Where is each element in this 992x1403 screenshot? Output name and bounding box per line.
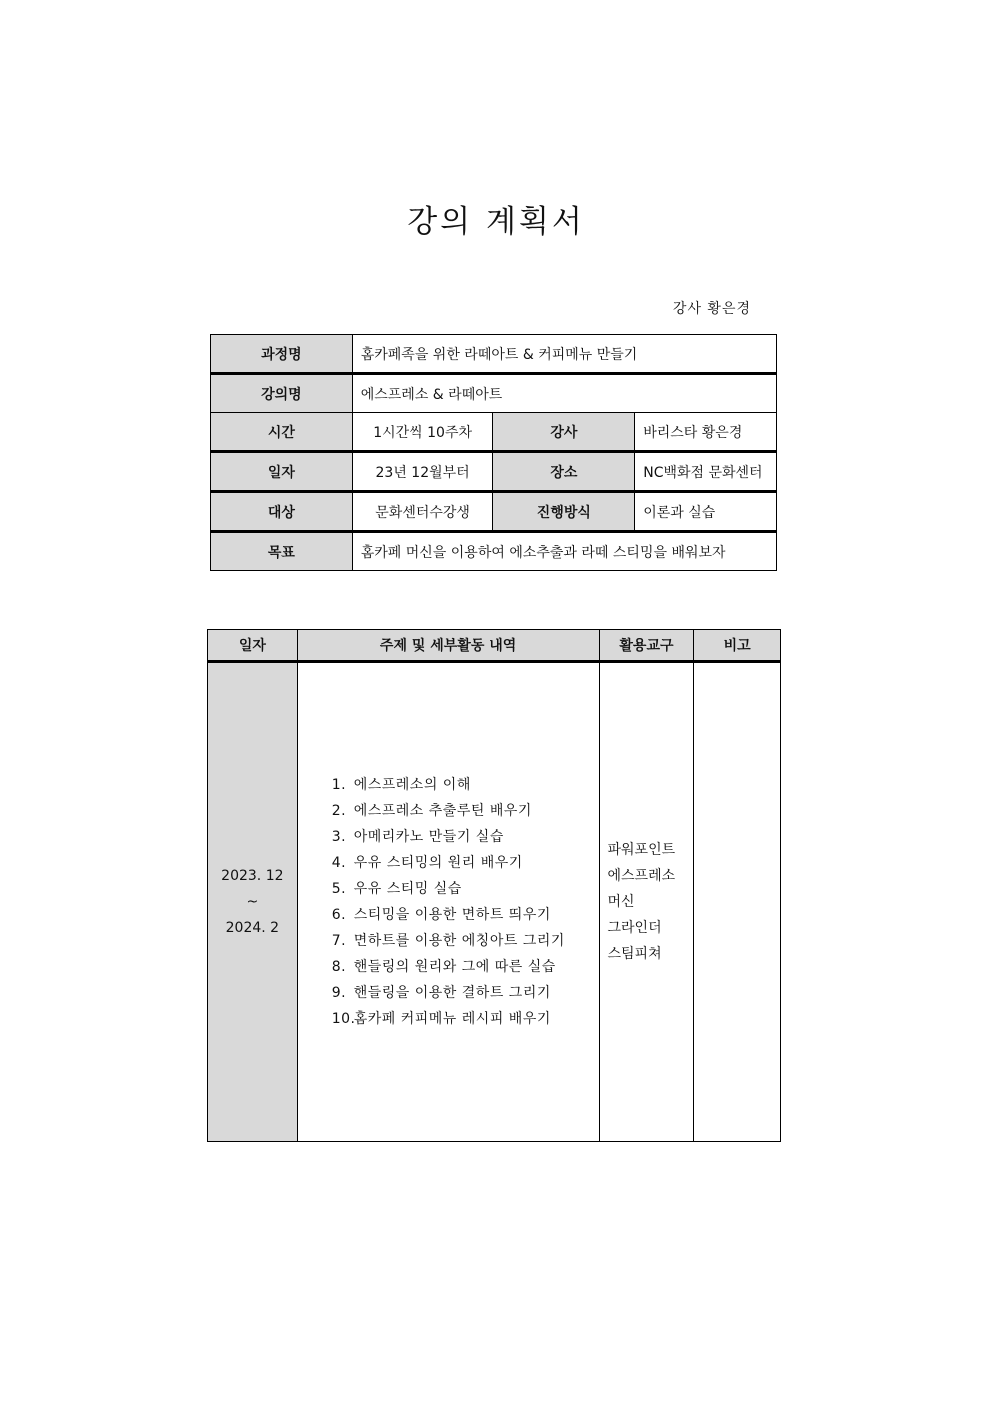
list-item <box>332 772 599 798</box>
list-item <box>332 824 599 850</box>
activity-number: 10. <box>331 1011 356 1027</box>
activity-number: 3. <box>331 829 347 845</box>
activity-number: 2. <box>331 803 347 819</box>
list-item <box>332 798 599 824</box>
lecture-value: 에스프레소 & 라떼아트 <box>352 374 776 413</box>
date-value: 23년 12월부터 <box>352 452 493 492</box>
activity-text: 스티밍을 이용한 면하트 띄우기 <box>353 907 551 923</box>
list-item <box>332 902 599 928</box>
activity-text: 면하트를 이용한 에칭아트 그리기 <box>353 933 565 949</box>
lecture-label: 강의명 <box>211 374 353 413</box>
activity-text: 우유 스티밍의 원리 배우기 <box>353 855 523 871</box>
target-value: 문화센터수강생 <box>352 492 493 532</box>
header-date: 일자 <box>208 630 298 662</box>
time-value: 1시간씩 10주차 <box>352 413 493 452</box>
tool-item: 그라인더 <box>607 920 662 936</box>
goal-value: 홈카페 머신을 이용하여 에소추출과 라떼 스티밍을 배워보자 <box>352 532 776 571</box>
tool-item: 스팀피쳐 <box>607 946 662 962</box>
target-label: 대상 <box>211 492 353 532</box>
list-item <box>332 928 599 954</box>
tool-item: 머신 <box>607 894 635 910</box>
page-title: 강의 계획서 <box>407 204 585 240</box>
tools-cell <box>599 662 694 1142</box>
schedule-date-cell <box>208 662 298 1142</box>
course-info-table <box>210 334 777 571</box>
activity-text: 우유 스티밍 실습 <box>353 881 462 897</box>
target-row <box>211 492 777 532</box>
method-label: 진행방식 <box>493 492 635 532</box>
list-item <box>332 980 599 1006</box>
date-row <box>211 452 777 492</box>
header-topic: 주제 및 세부활동 내역 <box>297 630 599 662</box>
date-start: 2023. 12 <box>221 868 284 884</box>
activity-number: 8. <box>331 959 347 975</box>
activity-text: 핸들링을 이용한 결하트 그리기 <box>353 985 551 1001</box>
tool-item: 에스프레소 <box>607 868 676 884</box>
goal-label: 목표 <box>211 532 353 571</box>
method-value: 이론과 실습 <box>635 492 777 532</box>
header-tools: 활용교구 <box>599 630 694 662</box>
activity-list <box>332 772 599 1032</box>
time-label: 시간 <box>211 413 353 452</box>
schedule-header-row <box>208 630 781 662</box>
goal-row <box>211 532 777 571</box>
activities-cell <box>297 662 599 1142</box>
date-end: 2024. 2 <box>225 920 280 936</box>
list-item <box>332 1006 599 1032</box>
activity-number: 5. <box>331 881 347 897</box>
lecture-row <box>211 374 777 413</box>
course-value: 홈카페족을 위한 라떼아트 & 커피메뉴 만들기 <box>352 335 776 374</box>
activity-text: 아메리카노 만들기 실습 <box>353 829 504 845</box>
activity-number: 6. <box>331 907 347 923</box>
teacher-label: 강사 <box>493 413 635 452</box>
course-row <box>211 335 777 374</box>
list-item <box>332 850 599 876</box>
time-row <box>211 413 777 452</box>
activity-text: 홈카페 커피메뉴 레시피 배우기 <box>353 1011 551 1027</box>
tool-item: 파워포인트 <box>607 842 676 858</box>
activity-text: 에스프레소 추출루틴 배우기 <box>353 803 532 819</box>
teacher-value: 바리스타 황은경 <box>635 413 777 452</box>
course-label: 과정명 <box>211 335 353 374</box>
date-separator: ~ <box>246 894 259 910</box>
place-label: 장소 <box>493 452 635 492</box>
schedule-table <box>207 629 781 1142</box>
activity-number: 1. <box>331 777 347 793</box>
instructor-name: 강사 황은경 <box>672 301 751 317</box>
schedule-row <box>208 662 781 1142</box>
date-label: 일자 <box>211 452 353 492</box>
note-cell <box>694 662 781 1142</box>
list-item <box>332 954 599 980</box>
activity-number: 4. <box>331 855 347 871</box>
activity-number: 7. <box>331 933 347 949</box>
activity-text: 에스프레소의 이해 <box>353 777 471 793</box>
list-item <box>332 876 599 902</box>
place-value: NC백화점 문화센터 <box>635 452 777 492</box>
header-note: 비고 <box>694 630 781 662</box>
activity-number: 9. <box>331 985 347 1001</box>
activity-text: 핸들링의 원리와 그에 따른 실습 <box>353 959 556 975</box>
